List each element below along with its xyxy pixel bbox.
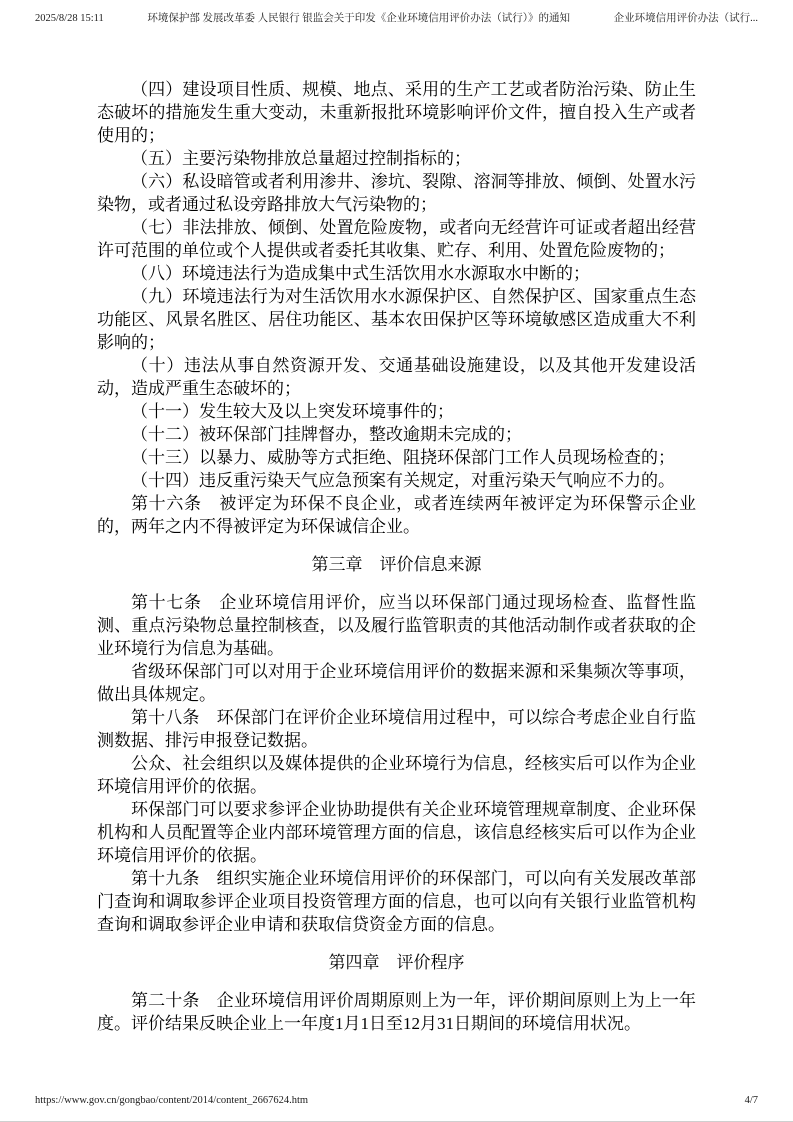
print-document-title: 环境保护部 发展改革委 人民银行 银监会关于印发《企业环境信用评价办法（试行）》的通知 — [147, 13, 570, 24]
doc-paragraph: （四）建设项目性质、规模、地点、采用的生产工艺或者防治污染、防止生态破坏的措施发生重大变动，未重新报批环境影响评价文件，擅自投入生产或者使用的； — [97, 80, 696, 145]
source-url: https://www.gov.cn/gongbao/content/2014/content_2667624.htm — [35, 1095, 309, 1106]
doc-paragraph: （十一）发生较大及以上突发环境事件的； — [131, 402, 454, 421]
doc-paragraph: （十三）以暴力、威胁等方式拒绝、阻挠环保部门工作人员现场检查的； — [131, 448, 675, 467]
doc-paragraph: （十二）被环保部门挂牌督办，整改逾期未完成的； — [131, 425, 522, 444]
doc-paragraph: （八）环境违法行为造成集中式生活饮用水水源取水中断的； — [131, 264, 590, 283]
page-number: 4/7 — [744, 1095, 758, 1106]
print-document-title-truncated: 企业环境信用评价办法（试行... — [613, 13, 758, 24]
doc-paragraph: （五）主要污染物排放总量超过控制指标的； — [131, 149, 471, 168]
doc-paragraph: 公众、社会组织以及媒体提供的企业环境行为信息，经核实后可以作为企业环境信用评价的依据。 — [97, 754, 696, 796]
chapter-heading: 第四章 评价程序 — [328, 953, 465, 972]
doc-paragraph: （六）私设暗管或者利用渗井、渗坑、裂隙、溶洞等排放、倾倒、处置水污染物，或者通过私设旁路排放大气污染物的； — [97, 172, 696, 214]
document-body — [97, 78, 696, 1035]
doc-paragraph: 第十六条 被评定为环保不良企业，或者连续两年被评定为环保警示企业的，两年之内不得被评定为环保诚信企业。 — [97, 494, 696, 536]
chapter-heading: 第三章 评价信息来源 — [311, 555, 482, 574]
print-footer — [35, 1095, 758, 1106]
doc-paragraph: （七）非法排放、倾倒、处置危险废物，或者向无经营许可证或者超出经营许可范围的单位或个人提供或者委托其收集、贮存、利用、处置危险废物的； — [97, 218, 696, 260]
print-header — [35, 10, 758, 25]
doc-paragraph: 第二十条 企业环境信用评价周期原则上为一年，评价期间原则上为上一年度。评价结果反映企业上一年度1月1日至12月31日期间的环境信用状况。 — [97, 991, 696, 1033]
print-timestamp: 2025/8/28 15:11 — [35, 13, 104, 24]
doc-paragraph: 省级环保部门可以对用于企业环境信用评价的数据来源和采集频次等事项，做出具体规定。 — [97, 662, 696, 704]
doc-paragraph: （十）违法从事自然资源开发、交通基础设施建设，以及其他开发建设活动，造成严重生态破坏的； — [97, 356, 696, 398]
doc-paragraph: 第十九条 组织实施企业环境信用评价的环保部门，可以向有关发展改革部门查询和调取参评企业项目投资管理方面的信息，也可以向有关银行业监管机构查询和调取参评企业申请和获取信贷资金方面的信息。 — [97, 869, 696, 934]
doc-paragraph: 第十八条 环保部门在评价企业环境信用过程中，可以综合考虑企业自行监测数据、排污申报登记数据。 — [97, 708, 696, 750]
doc-paragraph: 环保部门可以要求参评企业协助提供有关企业环境管理规章制度、企业环保机构和人员配置等企业内部环境管理方面的信息，该信息经核实后可以作为企业环境信用评价的依据。 — [97, 800, 696, 865]
doc-paragraph: （九）环境违法行为对生活饮用水水源保护区、自然保护区、国家重点生态功能区、风景名胜区、居住功能区、基本农田保护区等环境敏感区造成重大不利影响的； — [97, 287, 696, 352]
doc-paragraph: （十四）违反重污染天气应急预案有关规定，对重污染天气响应不力的。 — [131, 471, 675, 490]
doc-paragraph: 第十七条 企业环境信用评价，应当以环保部门通过现场检查、监督性监测、重点污染物总量控制核查，以及履行监管职责的其他活动制作或者获取的企业环境行为信息为基础。 — [97, 593, 696, 658]
